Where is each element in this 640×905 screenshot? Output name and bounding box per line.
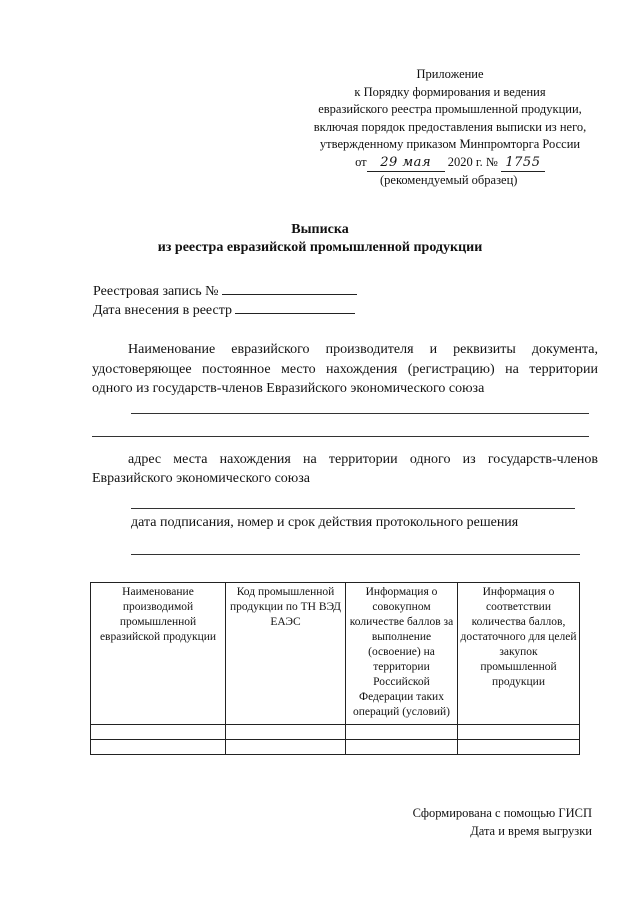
table-row [91,725,580,740]
protocol-decision-label: дата подписания, номер и срок действия протокольного решения [131,515,519,530]
header-product-name: Наименование производимой промышленной евразийской продукции [91,583,226,725]
table-row [91,740,580,755]
appendix-header [300,66,600,172]
date-year: 2020 г. № [447,154,498,169]
registry-entry-field [93,284,357,300]
handwritten-date: 29 мая [367,154,445,173]
appendix-line: к Порядку формирования и ведения [354,84,546,99]
title-line-2: из реестра евразийской промышленной продукции [157,240,483,255]
table-cell [91,725,226,740]
address-line-1 [92,449,598,470]
table-cell [346,740,458,755]
table-cell [458,725,580,740]
table-cell [91,740,226,755]
entry-date-blank [235,313,355,314]
appendix-line: включая порядок предоставления выписки из него, [313,119,587,134]
gisp-footer [380,804,592,840]
export-datetime-label: Дата и время выгрузки [470,824,592,838]
entry-date-field [93,303,355,319]
table-cell [346,725,458,740]
header-points-total: Информация о совокупном количестве баллов за выполнение (освоение) на территории Российской Федерации таких операций (условий) [346,583,458,725]
registry-entry-label: Реестровая запись № [93,284,219,299]
address-line-2: Евразийского экономического союза [92,471,310,486]
address-text-1: адрес места нахождения на территории одного из государств-членов [128,452,598,467]
gisp-generated-label: Сформирована с помощью ГИСП [412,806,592,820]
registry-entry-blank [222,294,357,295]
products-table [90,582,580,755]
header-product-code: Код промышленной продукции по ТН ВЭД ЕАЭС [226,583,346,725]
title-line-1: Выписка [291,222,349,237]
table-cell [226,740,346,755]
fill-line [131,508,575,509]
appendix-line: утвержденному приказом Минпромторга России [319,137,581,151]
appendix-date-line [300,154,600,173]
recommended-sample-note: (рекомендуемый образец) [380,173,518,187]
fill-line [92,436,589,437]
table-cell [458,740,580,755]
fill-line [131,554,580,555]
handwritten-order-number: 1755 [501,154,545,173]
appendix-line: евразийского реестра промышленной продукции, [318,102,582,116]
entry-date-label: Дата внесения в реестр [93,303,232,318]
date-prefix: от [355,154,367,169]
appendix-label: Приложение [416,67,484,81]
fill-line [131,413,589,414]
manufacturer-paragraph [92,340,598,399]
manufacturer-paragraph-text: Наименование евразийского производителя и реквизиты документа, удостоверяющее постоянное место нахождения (регистрацию) на территории одного из государств-членов Евразийского экономического союза [92,342,598,396]
document-title [120,221,520,257]
header-points-sufficiency: Информация о соответствии количества баллов, достаточного для целей закупок промышленной продукции [458,583,580,725]
table-cell [226,725,346,740]
table-header-row [91,583,580,725]
